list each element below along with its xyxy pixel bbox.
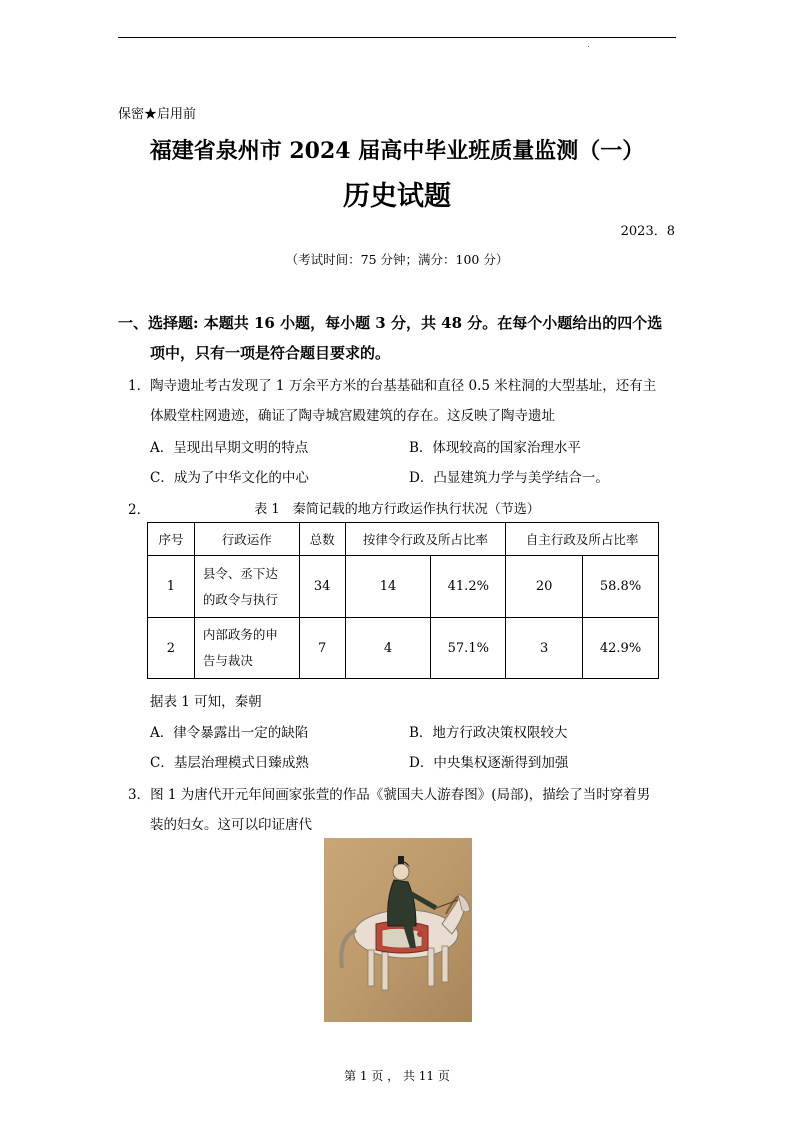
header-dot <box>588 46 589 47</box>
table-cell: 41.2% <box>431 556 506 618</box>
header-cell: 按律令行政及所占比率 <box>345 523 506 556</box>
header-cell: 总数 <box>299 523 345 556</box>
header-cell: 序号 <box>148 523 195 556</box>
q2-stem: 据表 1 可知，秦朝 <box>150 694 262 710</box>
table-cell: 58.8% <box>583 556 659 618</box>
q1-option-a[interactable]: A．呈现出早期文明的特点 <box>150 440 309 456</box>
data-table <box>147 522 659 679</box>
page-footer: 第 1 页 ， 共 11 页 <box>344 1069 450 1083</box>
table-cell: 1 <box>148 556 195 618</box>
header-rule <box>118 37 676 38</box>
q1-option-c[interactable]: C．成为了中华文化的中心 <box>150 470 309 486</box>
q2-option-d[interactable]: D．中央集权逐渐得到加强 <box>409 755 569 771</box>
header-cell: 自主行政及所占比率 <box>506 523 659 556</box>
q3-stem-cont: 装的妇女。这可以印证唐代 <box>150 817 312 833</box>
cell-line: 告与裁决 <box>202 653 253 668</box>
table-row <box>148 556 659 618</box>
q1-stem: 1．陶寺遗址考古发现了 1 万余平方米的台基基础和直径 0.5 米柱洞的大型基址，还有主 <box>128 378 657 394</box>
cell-line: 的政令与执行 <box>202 591 278 607</box>
table-cell: 57.1% <box>431 618 506 679</box>
table-cell: 34 <box>299 556 345 618</box>
q2-option-a[interactable]: A．律令暴露出一定的缺陷 <box>150 725 309 741</box>
table-cell <box>194 618 299 679</box>
table-row <box>148 618 659 679</box>
exam-title: 福建省泉州市 2024 届高中毕业班质量监测（一） <box>149 138 645 164</box>
table-cell: 3 <box>506 618 583 679</box>
table-cell: 14 <box>345 556 431 618</box>
q2-option-b[interactable]: B．地方行政决策权限较大 <box>409 725 568 741</box>
exam-info: （考试时间：75 分钟；满分：100 分） <box>285 252 509 267</box>
table-header-row <box>148 523 659 556</box>
q3-stem: 3．图 1 为唐代开元年间画家张萱的作品《虢国夫人游春图》(局部)，描绘了当时穿着男 <box>128 787 651 803</box>
table-caption: 表 1 秦简记载的地方行政运作执行状况（节选） <box>254 502 540 517</box>
table-cell: 42.9% <box>583 618 659 679</box>
section-heading: 一、选择题: 本题共 16 小题，每小题 3 分，共 48 分。在每个小题给出的四个选 <box>118 314 663 332</box>
section-heading-cont: 项中，只有一项是符合题目要求的。 <box>150 344 391 362</box>
painting-image <box>324 838 472 1022</box>
table-cell: 20 <box>506 556 583 618</box>
table-cell <box>194 556 299 618</box>
subject-title: 历史试题 <box>343 181 451 212</box>
header-cell: 行政运作 <box>194 523 299 556</box>
secret-label: 保密★启用前 <box>118 107 197 122</box>
cell-line: 内部政务的申 <box>202 627 278 642</box>
exam-date: 2023．8 <box>620 224 675 239</box>
q1-stem-cont: 体殿堂柱网遗迹，确证了陶寺城宫殿建筑的存在。这反映了陶寺遗址 <box>150 408 555 424</box>
cell-line: 县令、丞下达 <box>202 565 278 581</box>
q1-option-d[interactable]: D．凸显建筑力学与美学结合一。 <box>409 470 609 486</box>
q1-option-b[interactable]: B．体现较高的国家治理水平 <box>409 440 581 456</box>
table-cell: 4 <box>345 618 431 679</box>
table-cell: 2 <box>148 618 195 679</box>
q2-number: 2． <box>128 502 151 518</box>
q2-option-c[interactable]: C．基层治理模式日臻成熟 <box>150 755 309 771</box>
table-cell: 7 <box>299 618 345 679</box>
